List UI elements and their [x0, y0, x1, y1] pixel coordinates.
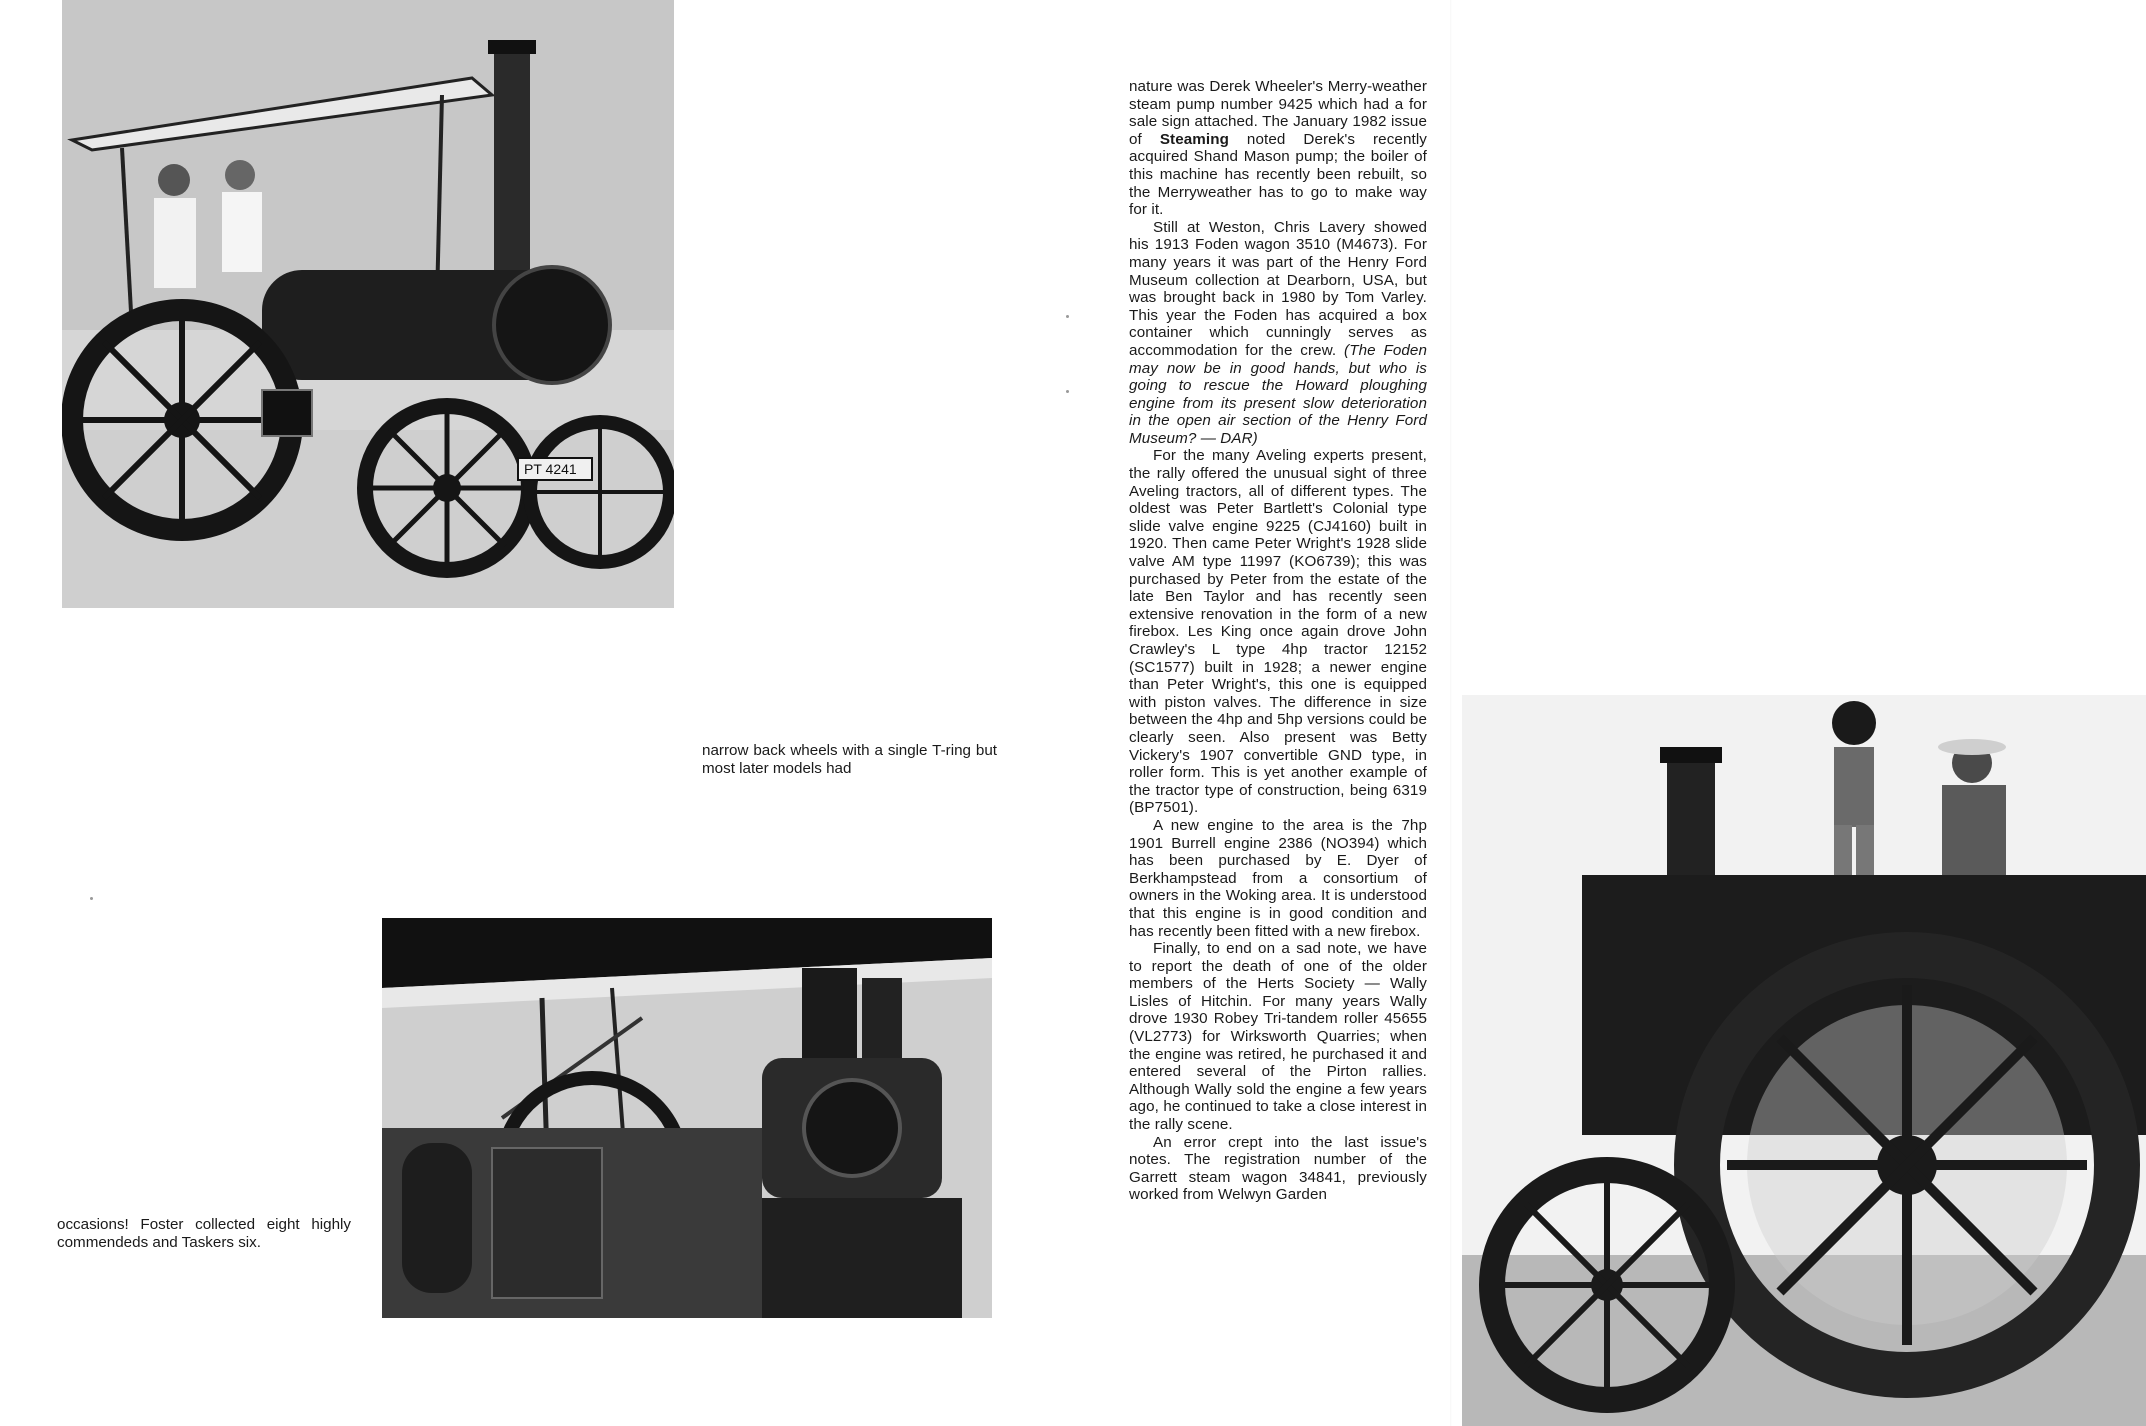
- p2-editor-note: (The Foden may now be in good hands, but who is going to rescue the Howard ploughing engine from its present slow deterioration in the open air section of the Henry Ford Museum? — DAR): [1129, 341, 1428, 447]
- print-speck: [90, 897, 93, 900]
- p4-text: A new engine to the area is the 7hp 1901 Burrell engine 2386 (NO394) which has been purchased by E. Dyer of Berkhampstead from a consortium of owners in the Woking area. It is understood that this engine is in good condition and has recently been fitted with a new firebox.: [1129, 816, 1427, 940]
- registration-plate-text: PT 4241: [524, 461, 577, 477]
- p1-text-a: nature was Derek Wheeler's Merry-weather steam pump number 9425 which had a for sale sign attached. The January 1982 issue of: [1129, 78, 1427, 148]
- narrow-wheels-text: narrow back wheels with a single T-ring but most later models had: [702, 742, 997, 777]
- engine-closeup-photo: [382, 918, 992, 1318]
- caption-fragment-narrow-wheels: [702, 742, 997, 777]
- caption-fragment-occasions: [57, 1216, 351, 1251]
- print-speck: [1066, 390, 1069, 393]
- traction-engine-photo-top-left: [62, 0, 674, 608]
- p3-text: For the many Aveling experts present, the rally offered the unusual sight of three Aveling tractors, all of different types. The oldest was Peter Bartlett's Colonial type slide valve engine 9225 (CJ4160) built in 1920. Then came Peter Wright's 1928 slide valve AM type 11997 (KO6739); this was purchased by Peter from the estate of the late Ben Taylor and has recently seen extensive renovation in the form of a new firebox. Les King once again drove John Crawley's L type 4hp tractor 12152 (SC1577) built in 1928; a newer engine than Peter Wright's, this one is equipped with piston valves. The difference in size between the 4hp and 5hp versions could be clearly seen. Also present was Betty Vickery's 1907 convertible GND type, in roller form. This is yet another example of the tractor type of construction, being 6319 (BP7501).: [1129, 447, 1427, 817]
- p2-text-a: Still at Weston, Chris Lavery showed his 1913 Foden wagon 3510 (M4673). For many years it was part of the Henry Ford Museum collection at Dearborn, USA, but was brought back in 1980 by Tom Varley. This year the Foden has acquired a box container which cunningly serves as accommodation for the crew.: [1129, 218, 1427, 359]
- boy-on-engine-photo: [1462, 695, 2146, 1426]
- article-paragraph-3: [1129, 447, 1427, 816]
- article-paragraph-1: [1129, 78, 1427, 219]
- p5-text: Finally, to end on a sad note, we have to report the death of one of the older members of the Herts Society — Wally Lisles of Hitchin. For many years Wally drove 1930 Robey Tri-tandem roller 45655 (VL2773) for Wirksworth Quarries; when the engine was retired, he purchased it and entered several of the Pirton rallies. Although Wally sold the engine a few years ago, he continued to take a close interest in the rally scene.: [1129, 940, 1427, 1134]
- traction-engine-illustration: [62, 0, 674, 608]
- steaming-magazine-title: Steaming: [1159, 130, 1229, 148]
- print-speck: [1066, 315, 1069, 318]
- article-column: [1129, 78, 1427, 1204]
- p1-text-b: noted Derek's recently acquired Shand Mason pump; the boiler of this machine has recently been rebuilt, so the Merryweather has to go to make way for it.: [1129, 130, 1427, 219]
- engine-closeup-illustration: [382, 918, 992, 1318]
- article-paragraph-6: [1129, 1134, 1427, 1204]
- article-paragraph-5: [1129, 940, 1427, 1134]
- article-paragraph-4: [1129, 817, 1427, 940]
- p6-text: An error crept into the last issue's notes. The registration number of the Garrett steam wagon 34841, previously worked from Welwyn Garden: [1129, 1133, 1427, 1204]
- occasions-text: occasions! Foster collected eight highly commendeds and Taskers six.: [57, 1216, 351, 1251]
- page-gutter: [1450, 0, 1452, 1426]
- article-paragraph-2: [1129, 219, 1427, 448]
- boy-on-engine-illustration: [1462, 695, 2146, 1426]
